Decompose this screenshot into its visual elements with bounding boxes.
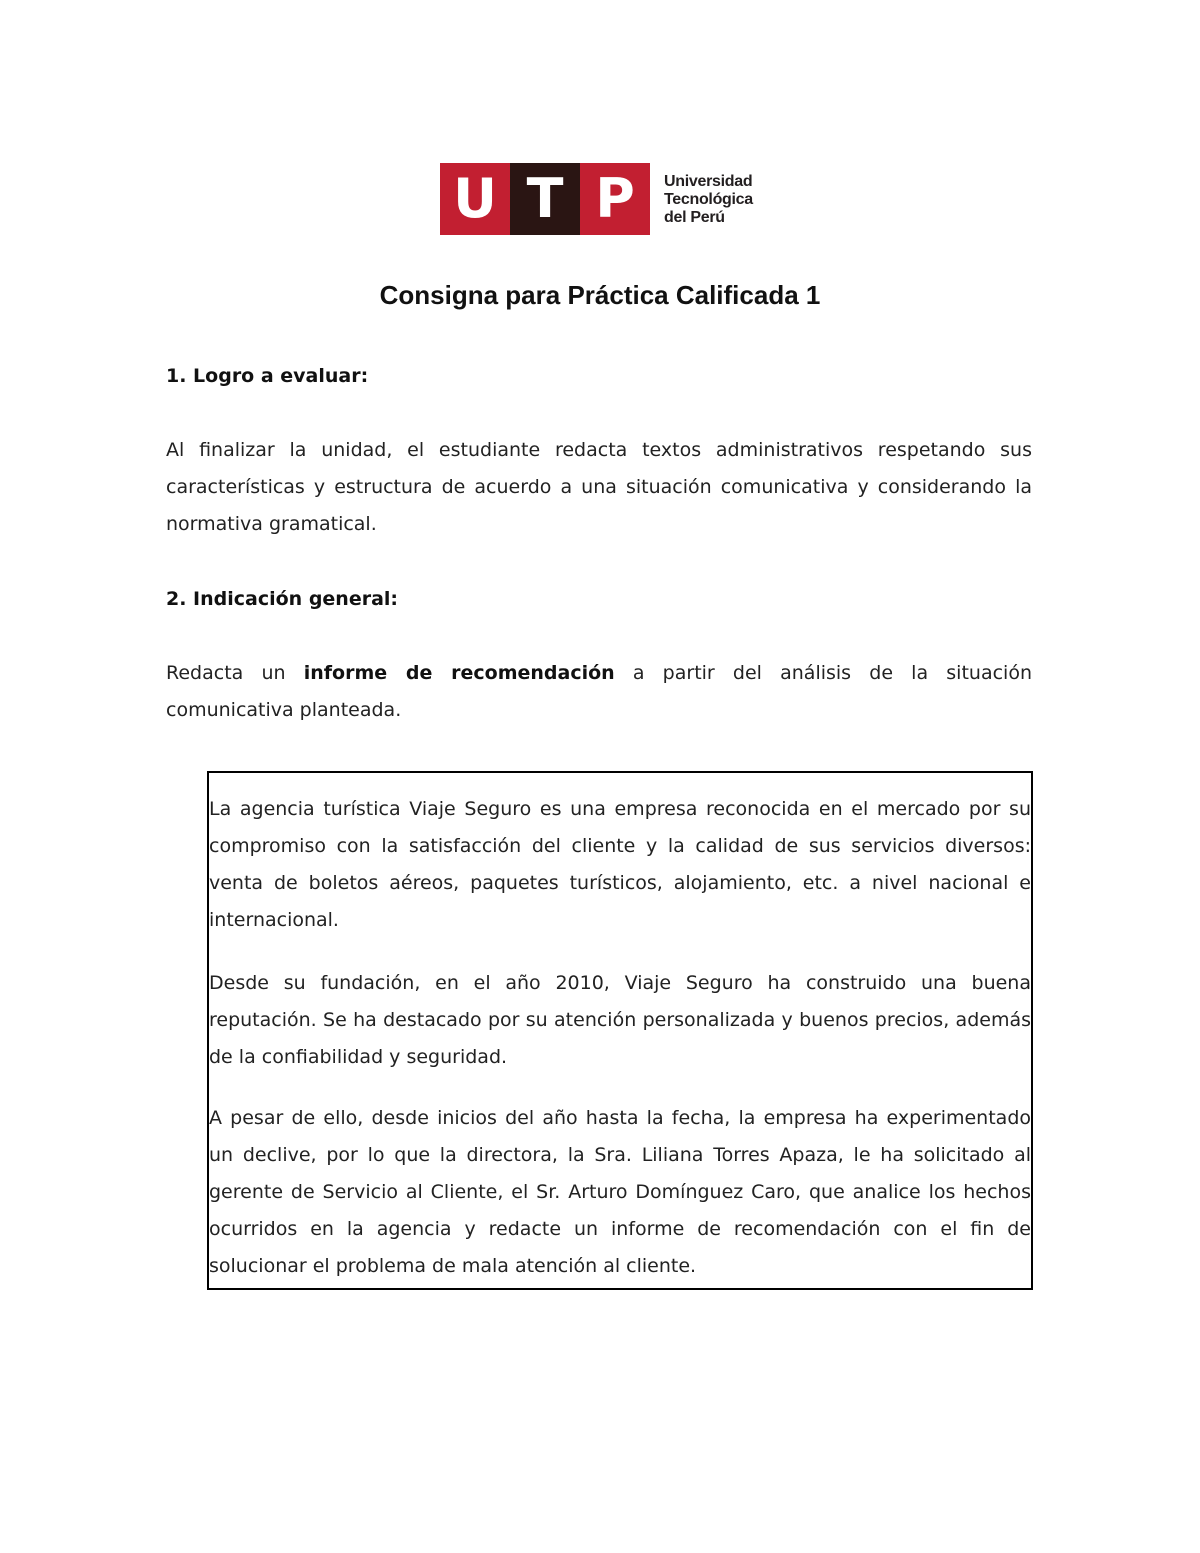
case-paragraph-3: A pesar de ello, desde inicios del año hasta la fecha, la empresa ha experimentado un declive, por lo que la directora, la Sra. Liliana Torres Apaza, le ha solicitado al gerente de Servicio al Cliente, el Sr. Arturo Domínguez Caro, que analice los hechos ocurridos en la agencia y redacte un informe de recomendación con el fin de solucionar el problema de mala atención al cliente. (209, 1107, 1031, 1277)
utp-logo (440, 163, 762, 235)
logo-letter-t: T (510, 163, 580, 235)
case-paragraph-2: Desde su fundación, en el año 2010, Viaje Seguro ha construido una buena reputación. Se ha destacado por su atención personalizada y buenos precios, además de la confiabilidad y seguridad. (209, 972, 1031, 1068)
section-2-text (166, 655, 1032, 729)
logo-letter-blocks (440, 163, 650, 235)
logo-name-line-1: Universidad (664, 173, 753, 190)
case-situation-box (207, 771, 1033, 1290)
section-1-text: Al finalizar la unidad, el estudiante redacta textos administrativos respetando sus características y estructura de acuerdo a una situación comunicativa y considerando la normativa gramatical. (166, 439, 1032, 535)
section-2-text-before: Redacta un (166, 662, 304, 684)
section-2-heading: 2. Indicación general: (166, 588, 399, 610)
case-paragraph-1: La agencia turística Viaje Seguro es una empresa reconocida en el mercado por su compromiso con la satisfacción del cliente y la calidad de sus servicios diversos: venta de boletos aéreos, paquetes turísticos, alojamiento, etc. a nivel nacional e internacional. (209, 798, 1031, 931)
section-2-text-after: a partir del análisis de la situación comunicativa planteada. (166, 662, 1032, 721)
logo-university-name (664, 173, 764, 227)
section-1-heading: 1. Logro a evaluar: (166, 365, 369, 387)
logo-letter-u: U (440, 163, 510, 235)
section-2-text-bold: informe de recomendación (303, 662, 615, 684)
logo-name-line-3: del Perú (664, 209, 725, 226)
logo-letter-p: P (580, 163, 650, 235)
logo-name-line-2: Tecnológica (664, 191, 753, 208)
document-title: Consigna para Práctica Calificada 1 (379, 280, 821, 310)
